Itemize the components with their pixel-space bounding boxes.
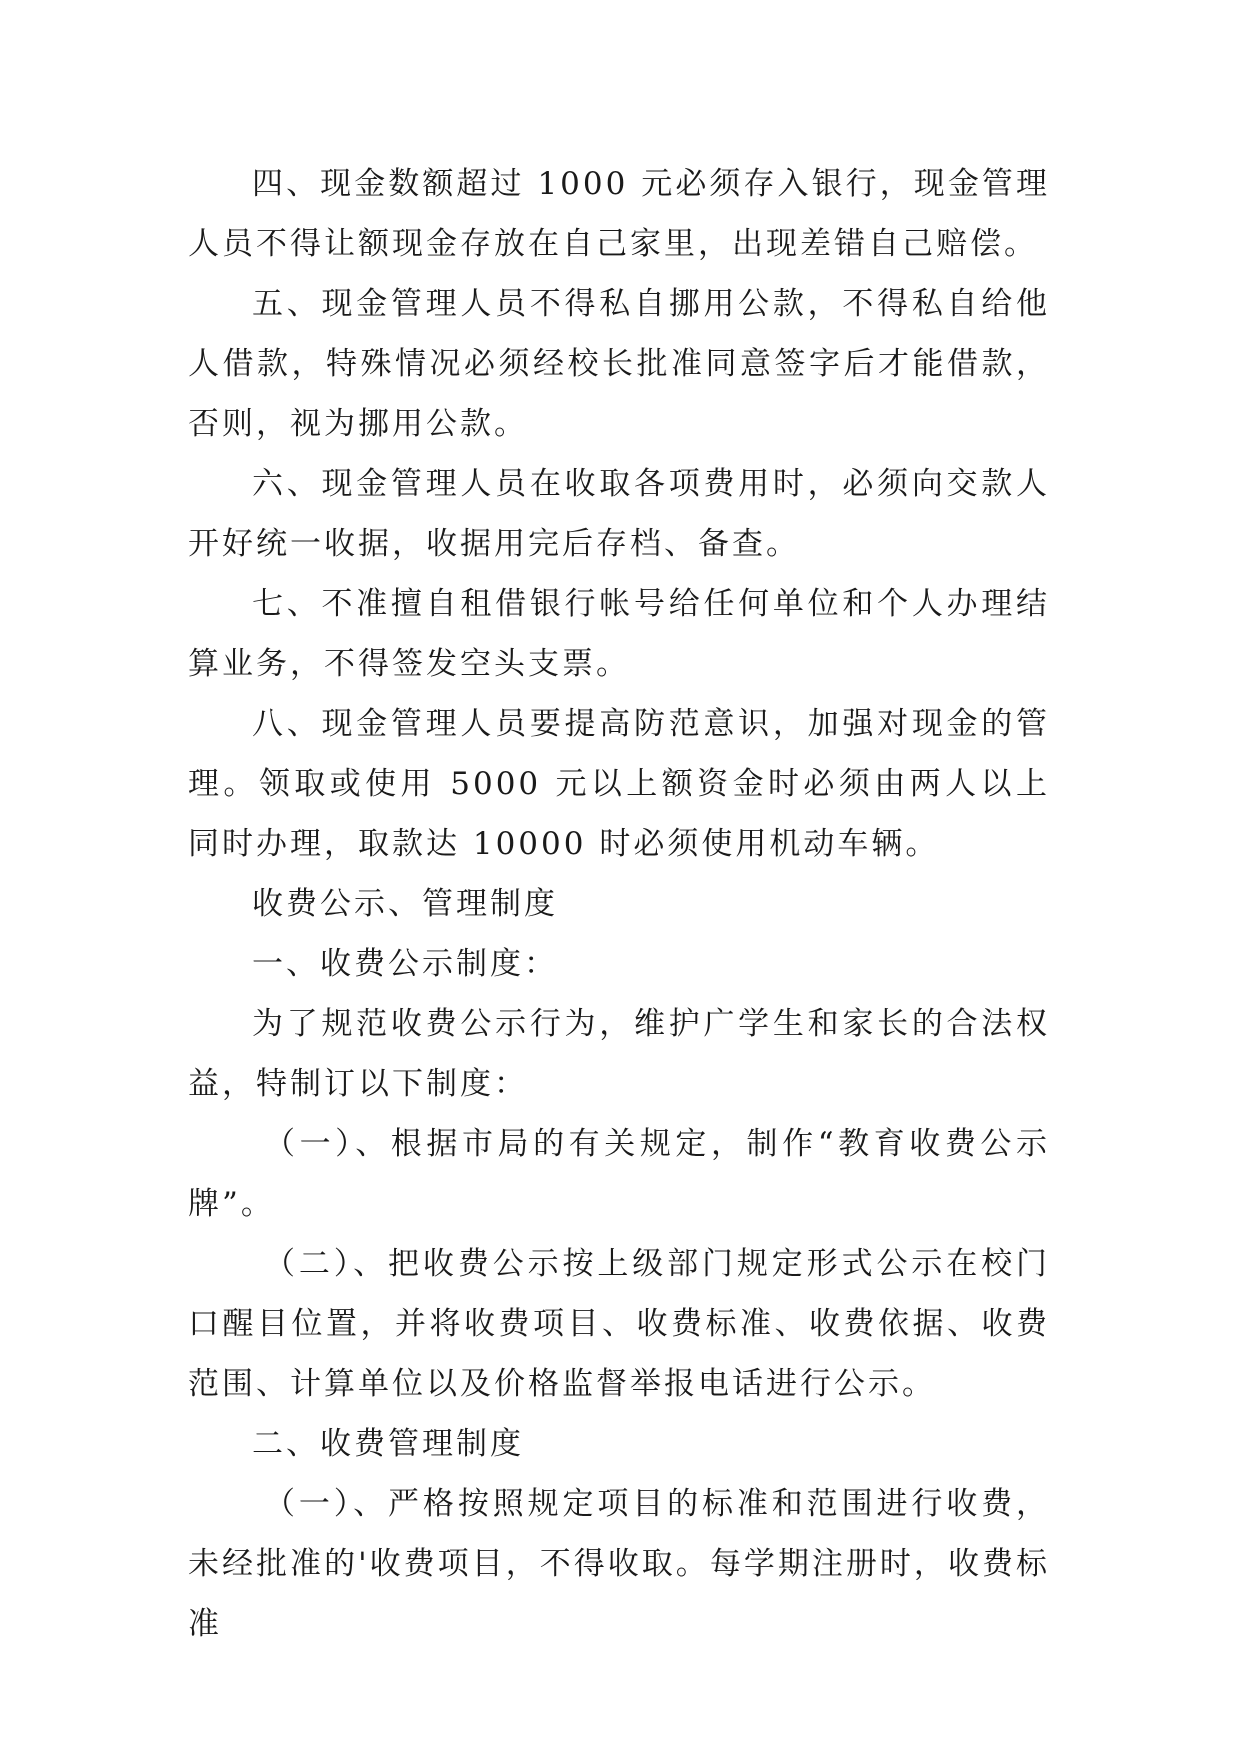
section-heading-fee-management: 二、收费管理制度 xyxy=(252,1426,524,1462)
section-heading-fee-disclosure: 一、收费公示制度： xyxy=(252,946,558,982)
paragraph-disclosure-item-1: （一）、根据市局的有关规定，制作“教育收费公示牌”。 xyxy=(188,1126,1050,1222)
paragraph-disclosure-item-2: （二）、把收费公示按上级部门规定形式公示在校门口醒目位置，并将收费项目、收费标准、收费依据、收费范围、计算单位以及价格监督举报电话进行公示。 xyxy=(188,1246,1050,1402)
paragraph-management-item-1: （一）、严格按照规定项目的标准和范围进行收费，未经批准的'收费项目，不得收取。每学期注册时，收费标准 xyxy=(188,1486,1050,1642)
paragraph-no-embezzlement-rule: 五、现金管理人员不得私自挪用公款，不得私自给他人借款，特殊情况必须经校长批准同意签字后才能借款，否则，视为挪用公款。 xyxy=(188,286,1050,442)
paragraph-security-rule: 八、现金管理人员要提高防范意识，加强对现金的管理。领取或使用 5000 元以上额资金时必须由两人以上同时办理，取款达 10000 时必须使用机动车辆。 xyxy=(188,706,1050,862)
document-body xyxy=(188,154,1050,1654)
section-heading-fee-system: 收费公示、管理制度 xyxy=(252,886,558,922)
paragraph-disclosure-purpose: 为了规范收费公示行为，维护广学生和家长的合法权益，特制订以下制度： xyxy=(188,1006,1050,1102)
paragraph-bank-account-rule: 七、不准擅自租借银行帐号给任何单位和个人办理结算业务，不得签发空头支票。 xyxy=(188,586,1050,682)
paragraph-cash-deposit-rule: 四、现金数额超过 1000 元必须存入银行，现金管理人员不得让额现金存放在自己家里，出现差错自己赔偿。 xyxy=(188,166,1050,262)
paragraph-receipt-rule: 六、现金管理人员在收取各项费用时，必须向交款人开好统一收据，收据用完后存档、备查。 xyxy=(188,466,1050,562)
